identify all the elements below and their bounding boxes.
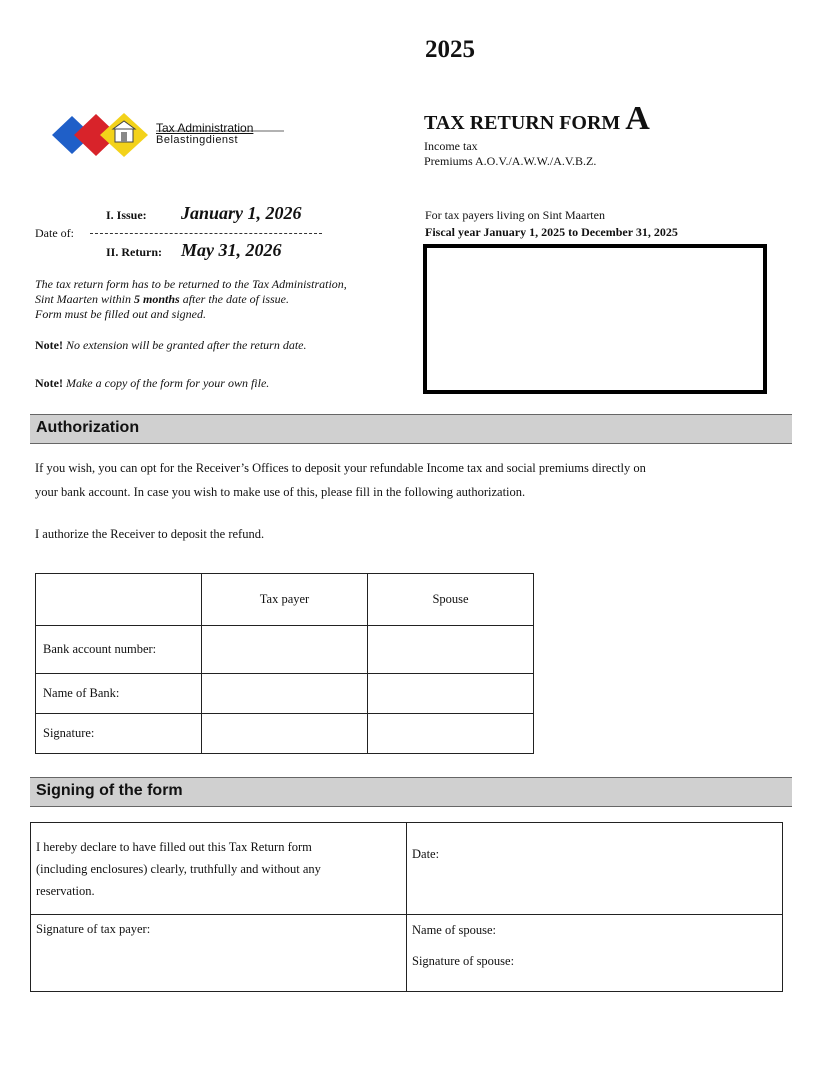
instruction-line-3: Form must be filled out and signed. bbox=[35, 307, 206, 321]
taxpayer-signature-label: Signature of tax payer: bbox=[36, 922, 151, 936]
taxpayer-bank-name-field[interactable] bbox=[202, 674, 368, 714]
authorization-header bbox=[30, 414, 792, 444]
authorization-paragraph bbox=[35, 456, 755, 504]
months-emphasis: 5 months bbox=[134, 292, 180, 306]
spouse-name-label: Name of spouse: bbox=[412, 923, 497, 937]
date-label: Date: bbox=[412, 847, 440, 861]
declaration-line-2: (including enclosures) clearly, truthfully and without any bbox=[36, 861, 321, 876]
note-copy: Note! Make a copy of the form for your own file. bbox=[35, 376, 270, 390]
row-label-bank-name: Name of Bank: bbox=[36, 674, 202, 714]
logo-text-belastingdienst: Belastingdienst bbox=[156, 134, 239, 146]
subtitle-premiums: Premiums A.O.V./A.W.W./A.V.B.Z. bbox=[424, 154, 597, 168]
authorization-paragraph-line-1: If you wish, you can opt for the Receiver’s Offices to deposit your refundable Income tax and social premiums directly on bbox=[35, 461, 646, 475]
table-header-blank bbox=[36, 574, 202, 626]
authorization-paragraph-line-2: your bank account. In case you wish to make use of this, please fill in the following authorization. bbox=[35, 485, 526, 499]
instruction-line-1: The tax return form has to be returned to the Tax Administration, bbox=[35, 277, 347, 291]
column-header-spouse: Spouse bbox=[368, 574, 534, 626]
declaration-cell bbox=[31, 823, 407, 915]
form-title bbox=[424, 100, 650, 138]
note-extension: Note! No extension will be granted after the return date. bbox=[35, 338, 307, 352]
taxpayer-address-box bbox=[423, 244, 767, 394]
table-header-row bbox=[36, 574, 534, 626]
return-date: May 31, 2026 bbox=[181, 240, 282, 260]
date-field[interactable] bbox=[407, 823, 783, 915]
instruction-line-2: Sint Maarten within 5 months after the date of issue. bbox=[35, 292, 290, 306]
row-label-signature: Signature: bbox=[36, 714, 202, 754]
authorize-statement: I authorize the Receiver to deposit the refund. bbox=[35, 527, 265, 541]
logo-text-tax-administration: Tax Administration bbox=[156, 121, 254, 135]
fiscal-year-line: Fiscal year January 1, 2025 to December 31, 2025 bbox=[425, 225, 678, 239]
row-label-bank-account: Bank account number: bbox=[36, 626, 202, 674]
table-row bbox=[31, 823, 783, 915]
declaration-line-3: reservation. bbox=[36, 883, 95, 898]
declaration-line-1: I hereby declare to have filled out this Tax Return form bbox=[36, 839, 312, 854]
issue-label: I. Issue: bbox=[106, 208, 147, 222]
signing-title: Signing of the form bbox=[36, 782, 183, 799]
bank-authorization-table bbox=[35, 573, 534, 754]
authorization-title: Authorization bbox=[36, 419, 140, 436]
table-row bbox=[36, 714, 534, 754]
living-line: For tax payers living on Sint Maarten bbox=[425, 208, 605, 222]
table-row bbox=[36, 674, 534, 714]
form-title-text: TAX RETURN FORM bbox=[424, 112, 621, 134]
form-letter: A bbox=[625, 100, 650, 137]
spouse-bank-account-field[interactable] bbox=[368, 626, 534, 674]
table-row bbox=[36, 626, 534, 674]
date-of-label: Date of: bbox=[35, 226, 74, 240]
column-header-taxpayer: Tax payer bbox=[202, 574, 368, 626]
spouse-signature-field[interactable] bbox=[368, 714, 534, 754]
taxpayer-bank-account-field[interactable] bbox=[202, 626, 368, 674]
taxpayer-signature-field[interactable] bbox=[202, 714, 368, 754]
spouse-signature-label: Signature of spouse: bbox=[412, 954, 515, 968]
form-year: 2025 bbox=[425, 36, 475, 63]
return-instructions bbox=[35, 277, 415, 322]
issue-date: January 1, 2026 bbox=[181, 203, 302, 223]
date-divider bbox=[90, 233, 322, 234]
table-row bbox=[31, 915, 783, 992]
taxpayer-signature-cell[interactable] bbox=[31, 915, 407, 992]
subtitle-income-tax: Income tax bbox=[424, 139, 478, 153]
return-label: II. Return: bbox=[106, 245, 162, 259]
signing-table bbox=[30, 822, 783, 992]
spouse-cell[interactable] bbox=[407, 915, 783, 992]
signing-header bbox=[30, 777, 792, 807]
spouse-bank-name-field[interactable] bbox=[368, 674, 534, 714]
